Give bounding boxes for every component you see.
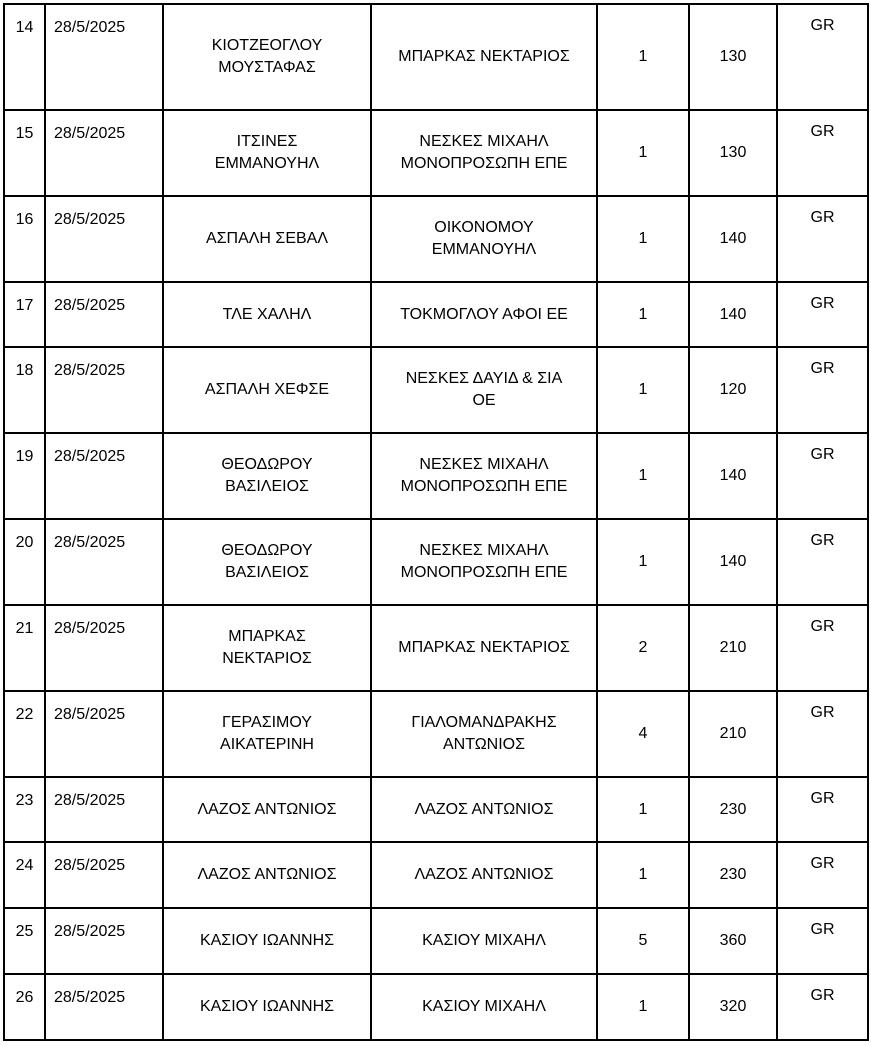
table-row: [4, 433, 868, 519]
amount-cell: 130: [689, 110, 777, 196]
date-cell: 28/5/2025: [45, 4, 163, 110]
amount-cell: 140: [689, 433, 777, 519]
company-line: ΟΕ: [472, 392, 496, 409]
name-line: ΛΑΖΟΣ ΑΝΤΩΝΙΟΣ: [197, 866, 337, 883]
country-cell: GR: [777, 908, 868, 974]
amount-cell: 140: [689, 196, 777, 282]
country-cell: GR: [777, 691, 868, 777]
date-cell: 28/5/2025: [45, 605, 163, 691]
country-cell: GR: [777, 110, 868, 196]
table-row: [4, 842, 868, 908]
company-line: ΤΟΚΜΟΓΛΟΥ ΑΦΟΙ ΕΕ: [400, 305, 568, 323]
company-line: ΚΑΣΙΟΥ ΜΙΧΑΗΛ: [422, 998, 546, 1015]
company-line: ΟΙΚΟΝΟΜΟΥ: [434, 219, 534, 236]
table-row: [4, 777, 868, 842]
country-cell: GR: [777, 842, 868, 908]
company-line: ΛΑΖΟΣ ΑΝΤΩΝΙΟΣ: [414, 866, 554, 883]
quantity-cell: 1: [597, 347, 689, 433]
country-cell: GR: [777, 777, 868, 842]
row-number-cell: 16: [4, 196, 45, 282]
row-number-cell: 17: [4, 282, 45, 347]
row-number-cell: 26: [4, 974, 45, 1040]
company-line: ΓΙΑΛΟΜΑΝΔΡΑΚΗΣ: [411, 714, 557, 731]
date-cell: 28/5/2025: [45, 842, 163, 908]
name-cell: [163, 433, 371, 519]
name-line: ΝΕΚΤΑΡΙΟΣ: [222, 650, 312, 667]
amount-cell: 210: [689, 691, 777, 777]
name-line: ΘΕΟΔΩΡΟΥ: [221, 542, 313, 559]
name-cell: [163, 605, 371, 691]
company-cell: [371, 347, 597, 433]
table-row: [4, 691, 868, 777]
row-number-cell: 22: [4, 691, 45, 777]
company-line: ΜΟΝΟΠΡΟΣΩΠΗ ΕΠΕ: [400, 155, 568, 172]
table-row: [4, 908, 868, 974]
country-cell: GR: [777, 347, 868, 433]
country-cell: GR: [777, 282, 868, 347]
company-cell: [371, 605, 597, 691]
company-line: ΑΝΤΩΝΙΟΣ: [442, 736, 525, 753]
name-line: ΑΣΠΑΛΗ ΣΕΒΑΛ: [205, 230, 329, 247]
row-number-cell: 19: [4, 433, 45, 519]
company-cell: [371, 282, 597, 347]
company-cell: [371, 196, 597, 282]
name-cell: [163, 908, 371, 974]
name-line: ΕΜΜΑΝΟΥΗΛ: [214, 155, 320, 172]
name-cell: [163, 842, 371, 908]
name-line: ΛΑΖΟΣ ΑΝΤΩΝΙΟΣ: [197, 800, 337, 818]
date-cell: 28/5/2025: [45, 974, 163, 1040]
company-line: ΜΠΑΡΚΑΣ ΝΕΚΤΑΡΙΟΣ: [398, 48, 570, 65]
company-line: ΝΕΣΚΕΣ ΔΑΥΙΔ & ΣΙΑ: [405, 370, 563, 387]
company-line: ΜΠΑΡΚΑΣ ΝΕΚΤΑΡΙΟΣ: [398, 639, 570, 656]
amount-cell: 210: [689, 605, 777, 691]
records-table: [3, 3, 869, 1041]
name-line: ΘΕΟΔΩΡΟΥ: [221, 456, 313, 473]
quantity-cell: 1: [597, 777, 689, 842]
name-cell: [163, 519, 371, 605]
name-line: ΤΛΕ ΧΑΛΗΛ: [222, 305, 312, 323]
date-cell: 28/5/2025: [45, 433, 163, 519]
row-number-cell: 24: [4, 842, 45, 908]
date-cell: 28/5/2025: [45, 777, 163, 842]
table-row: [4, 519, 868, 605]
date-cell: 28/5/2025: [45, 519, 163, 605]
table-row: [4, 110, 868, 196]
name-cell: [163, 974, 371, 1040]
name-line: ΚΙΟΤΖΕΟΓΛΟΥ: [211, 37, 323, 54]
name-line: ΓΕΡΑΣΙΜΟΥ: [222, 714, 312, 731]
table-row: [4, 196, 868, 282]
company-line: ΜΟΝΟΠΡΟΣΩΠΗ ΕΠΕ: [400, 564, 568, 581]
amount-cell: 120: [689, 347, 777, 433]
name-line: ΜΠΑΡΚΑΣ: [228, 628, 306, 645]
company-cell: [371, 842, 597, 908]
name-line: ΙΤΣΙΝΕΣ: [236, 133, 298, 150]
quantity-cell: 1: [597, 4, 689, 110]
country-cell: GR: [777, 433, 868, 519]
country-cell: GR: [777, 4, 868, 110]
company-cell: [371, 908, 597, 974]
company-cell: [371, 691, 597, 777]
row-number-cell: 14: [4, 4, 45, 110]
company-line: ΛΑΖΟΣ ΑΝΤΩΝΙΟΣ: [414, 800, 554, 818]
company-line: ΚΑΣΙΟΥ ΜΙΧΑΗΛ: [422, 932, 546, 949]
quantity-cell: 1: [597, 433, 689, 519]
amount-cell: 360: [689, 908, 777, 974]
table-row: [4, 347, 868, 433]
quantity-cell: 4: [597, 691, 689, 777]
date-cell: 28/5/2025: [45, 196, 163, 282]
company-cell: [371, 519, 597, 605]
table-row: [4, 605, 868, 691]
row-number-cell: 15: [4, 110, 45, 196]
quantity-cell: 1: [597, 974, 689, 1040]
date-cell: 28/5/2025: [45, 110, 163, 196]
name-line: ΜΟΥΣΤΑΦΑΣ: [218, 59, 316, 76]
company-cell: [371, 433, 597, 519]
row-number-cell: 20: [4, 519, 45, 605]
quantity-cell: 1: [597, 282, 689, 347]
company-line: ΕΜΜΑΝΟΥΗΛ: [431, 241, 537, 258]
date-cell: 28/5/2025: [45, 282, 163, 347]
amount-cell: 320: [689, 974, 777, 1040]
date-cell: 28/5/2025: [45, 347, 163, 433]
company-cell: [371, 4, 597, 110]
name-cell: [163, 282, 371, 347]
quantity-cell: 1: [597, 110, 689, 196]
company-line: ΝΕΣΚΕΣ ΜΙΧΑΗΛ: [419, 456, 549, 473]
row-number-cell: 21: [4, 605, 45, 691]
name-cell: [163, 347, 371, 433]
company-cell: [371, 110, 597, 196]
amount-cell: 230: [689, 777, 777, 842]
amount-cell: 130: [689, 4, 777, 110]
company-line: ΝΕΣΚΕΣ ΜΙΧΑΗΛ: [419, 133, 549, 150]
quantity-cell: 5: [597, 908, 689, 974]
name-cell: [163, 196, 371, 282]
name-cell: [163, 4, 371, 110]
name-line: ΚΑΣΙΟΥ ΙΩΑΝΝΗΣ: [199, 932, 335, 949]
company-line: ΝΕΣΚΕΣ ΜΙΧΑΗΛ: [419, 542, 549, 559]
name-cell: [163, 777, 371, 842]
name-line: ΑΣΠΑΛΗ ΧΕΦΣΕ: [204, 381, 330, 398]
date-cell: 28/5/2025: [45, 908, 163, 974]
table-row: [4, 974, 868, 1040]
name-line: ΒΑΣΙΛΕΙΟΣ: [225, 478, 309, 495]
country-cell: GR: [777, 974, 868, 1040]
amount-cell: 230: [689, 842, 777, 908]
quantity-cell: 1: [597, 842, 689, 908]
amount-cell: 140: [689, 282, 777, 347]
quantity-cell: 2: [597, 605, 689, 691]
quantity-cell: 1: [597, 519, 689, 605]
amount-cell: 140: [689, 519, 777, 605]
table-row: [4, 282, 868, 347]
name-line: ΒΑΣΙΛΕΙΟΣ: [225, 564, 309, 581]
country-cell: GR: [777, 605, 868, 691]
table-body: [4, 4, 868, 1040]
name-cell: [163, 691, 371, 777]
country-cell: GR: [777, 196, 868, 282]
name-line: ΚΑΣΙΟΥ ΙΩΑΝΝΗΣ: [199, 998, 335, 1015]
name-cell: [163, 110, 371, 196]
row-number-cell: 23: [4, 777, 45, 842]
date-cell: 28/5/2025: [45, 691, 163, 777]
name-line: ΑΙΚΑΤΕΡΙΝΗ: [220, 736, 314, 753]
company-cell: [371, 974, 597, 1040]
table-row: [4, 4, 868, 110]
country-cell: GR: [777, 519, 868, 605]
row-number-cell: 25: [4, 908, 45, 974]
company-cell: [371, 777, 597, 842]
quantity-cell: 1: [597, 196, 689, 282]
row-number-cell: 18: [4, 347, 45, 433]
company-line: ΜΟΝΟΠΡΟΣΩΠΗ ΕΠΕ: [400, 478, 568, 495]
